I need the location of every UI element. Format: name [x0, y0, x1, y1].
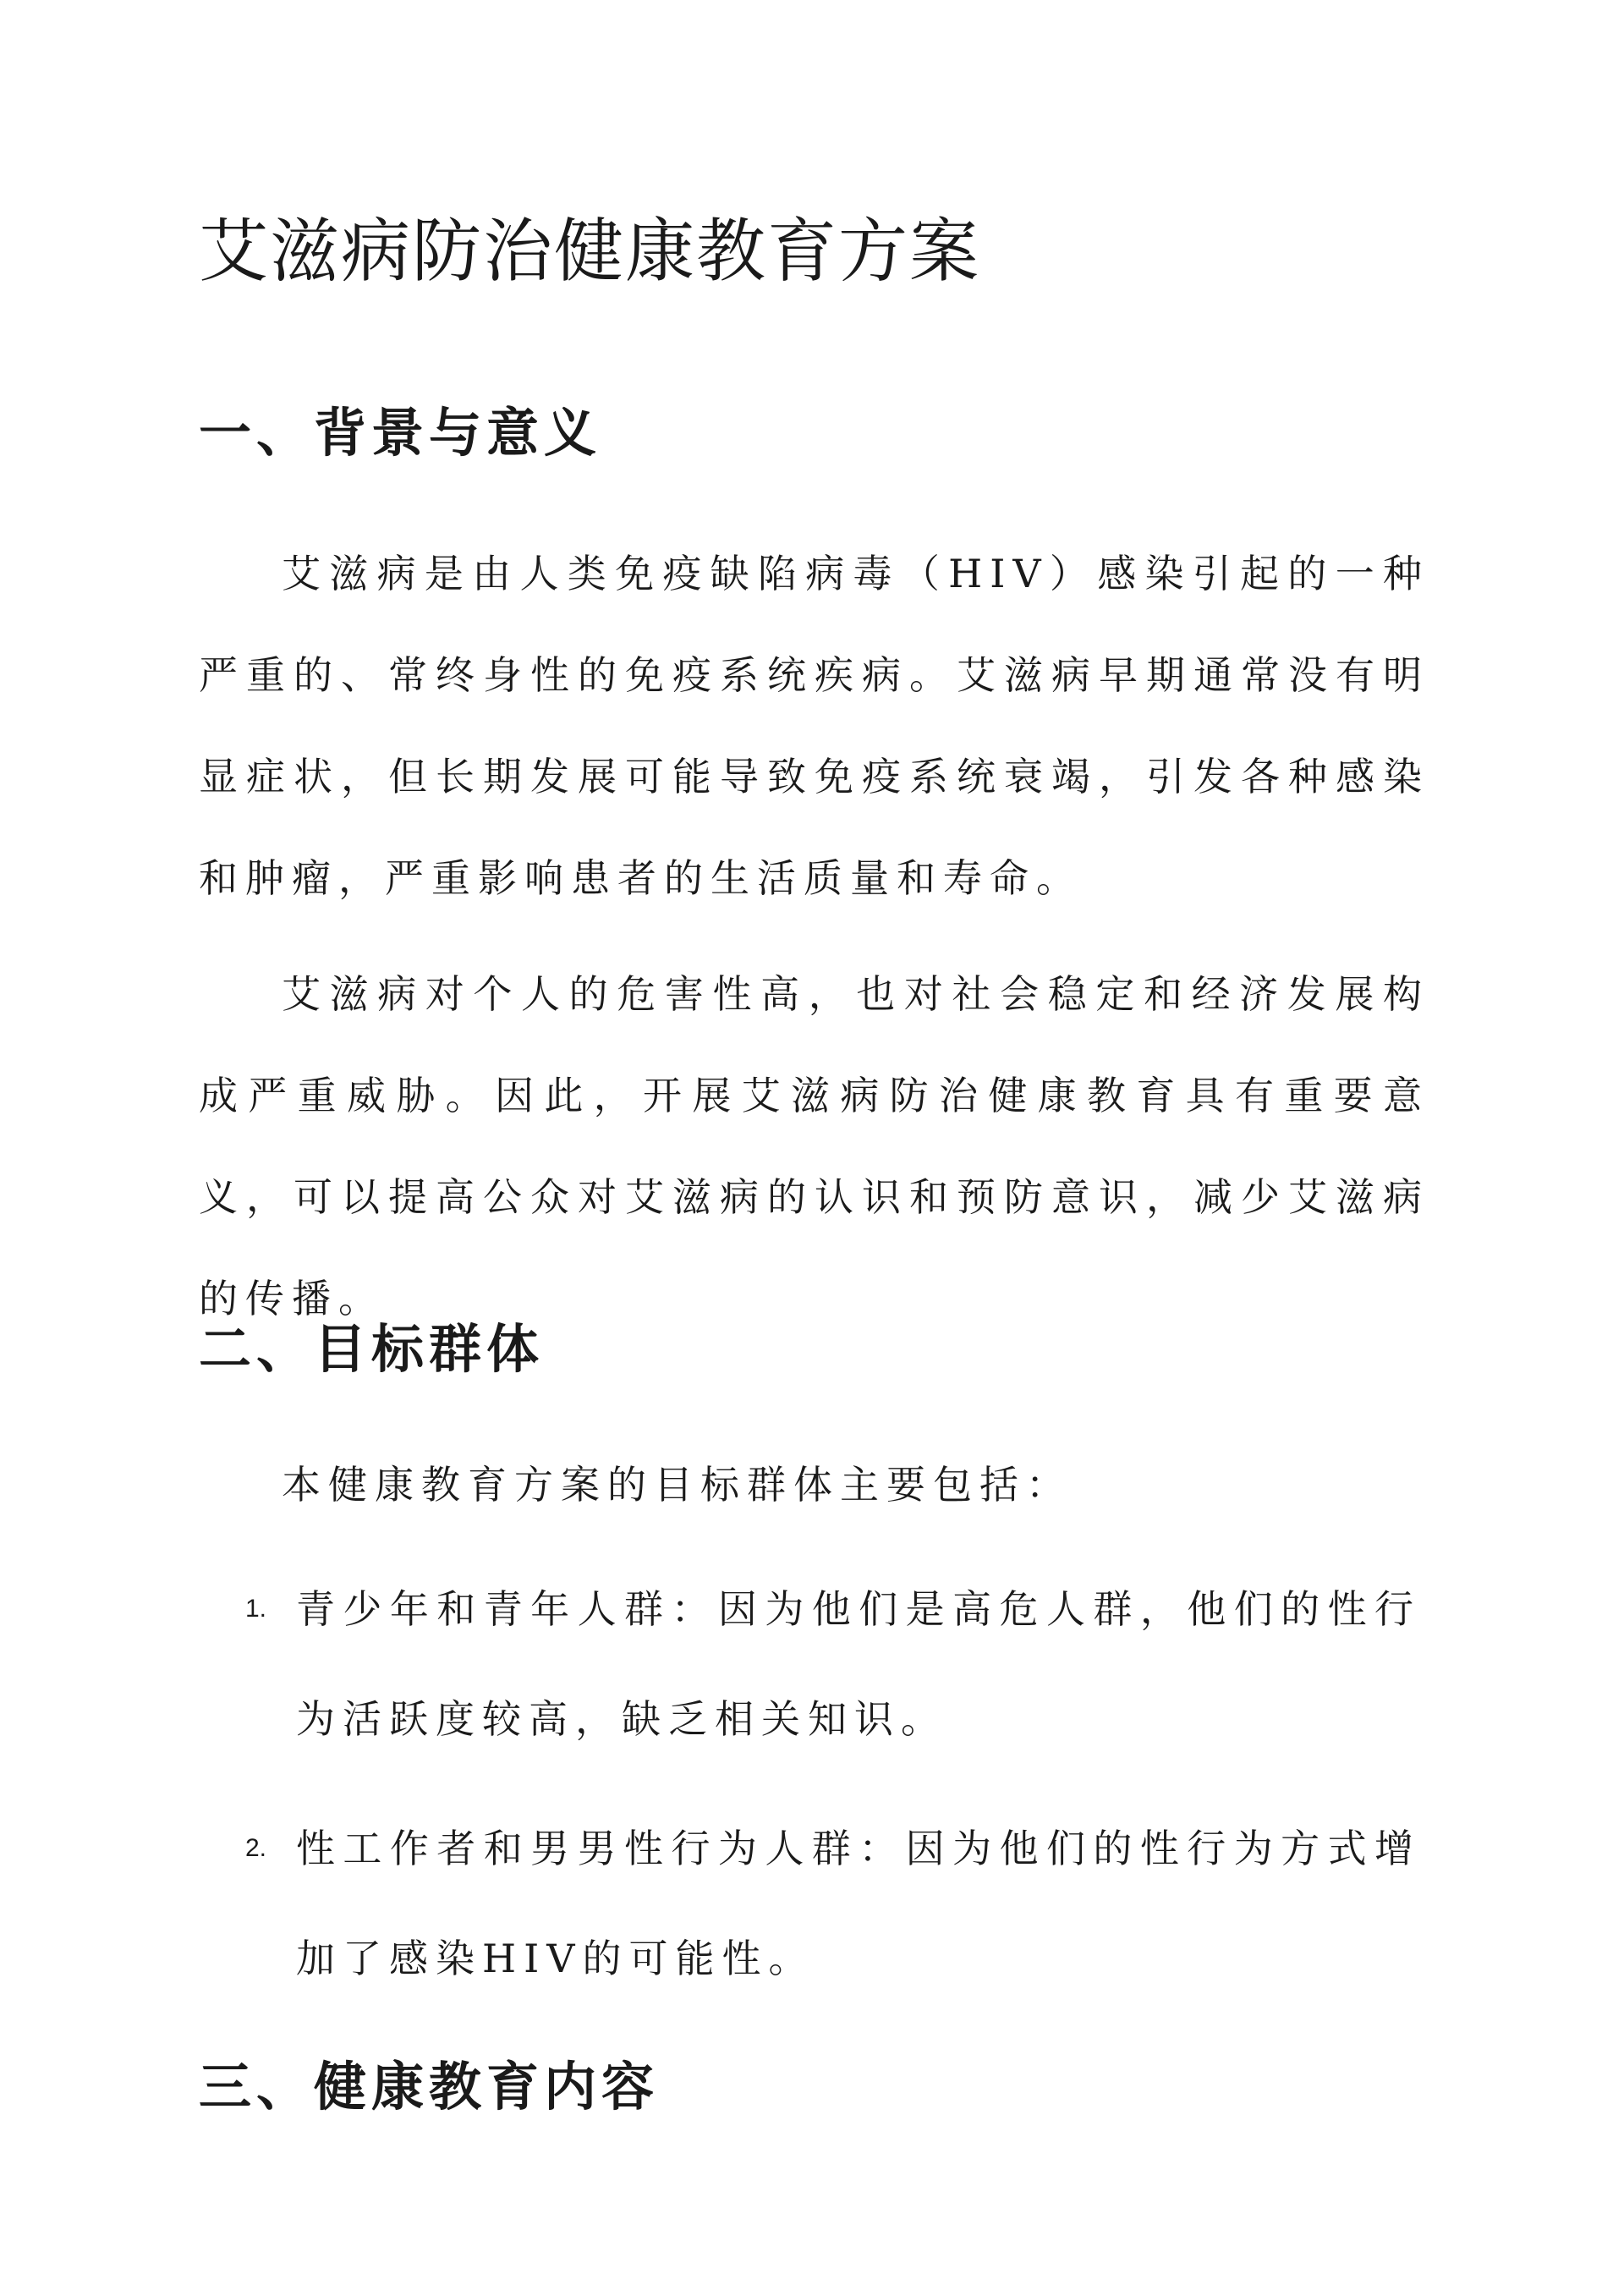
- list-item-number: 2.: [245, 1834, 267, 1862]
- paragraph-target-intro: 本健康教育方案的目标群体主要包括：: [282, 1462, 1073, 1508]
- paragraph-background-2: 艾滋病对个人的危害性高，也对社会稳定和经济发展构成严重威胁。因此，开展艾滋病防治健康教育具有重要意义，可以提高公众对艾滋病的认识和预防意识，减少艾滋病的传播。: [199, 971, 1429, 1321]
- list-item: [245, 1554, 1421, 1774]
- section-heading-background: 一、背景与意义: [199, 402, 602, 464]
- list-item-text: 青少年和青年人群：因为他们是高危人群，他们的性行为活跃度较高，缺乏相关知识。: [296, 1586, 1421, 1742]
- section-heading-education-content: 三、健康教育内容: [199, 2056, 660, 2117]
- list-item: [245, 1793, 1421, 2013]
- paragraph-background-1: 艾滋病是由人类免疫缺陷病毒（HIV）感染引起的一种严重的、常终身性的免疫系统疾病。艾滋病早期通常没有明显症状，但长期发展可能导致免疫系统衰竭，引发各种感染和肿瘤，严重影响患者的生活质量和寿命。: [199, 551, 1429, 901]
- list-item-text: 性工作者和男男性行为人群：因为他们的性行为方式增加了感染HIV的可能性。: [296, 1826, 1421, 1981]
- list-item-number: 1.: [245, 1595, 267, 1623]
- section-heading-target-group: 二、目标群体: [199, 1318, 545, 1380]
- document-title: 艾滋病防治健康教育方案: [199, 211, 981, 292]
